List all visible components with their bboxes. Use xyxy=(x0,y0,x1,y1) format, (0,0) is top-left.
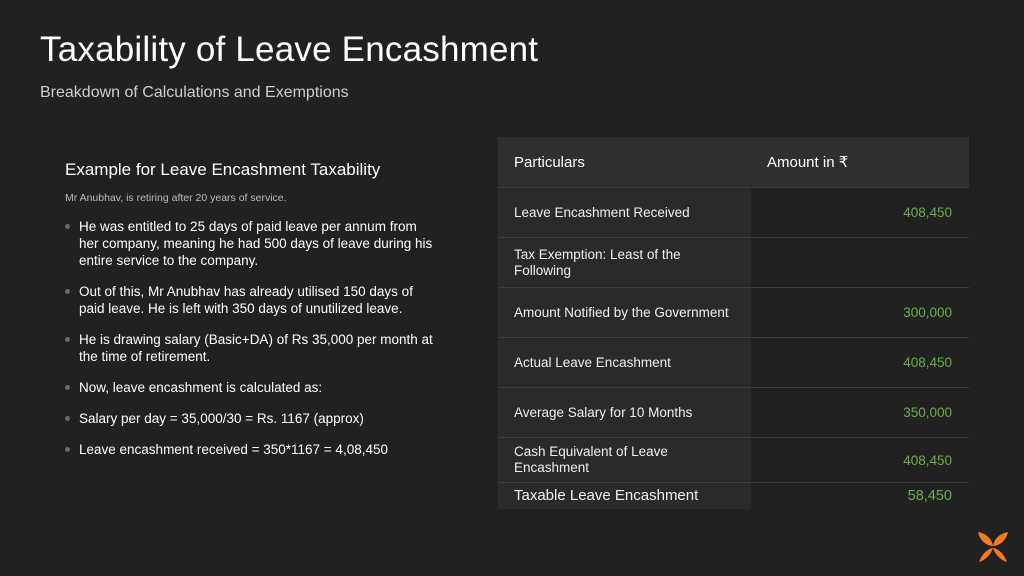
row-label: Amount Notified by the Government xyxy=(498,288,751,337)
example-bullet-list xyxy=(65,218,435,458)
table-row xyxy=(498,388,969,438)
list-item xyxy=(65,218,435,269)
table-row-total xyxy=(498,483,969,509)
row-amount: 350,000 xyxy=(751,388,969,437)
bullet-text: Salary per day = 35,000/30 = Rs. 1167 (approx) xyxy=(79,411,364,426)
page-subtitle: Breakdown of Calculations and Exemptions xyxy=(40,84,349,101)
table-row xyxy=(498,438,969,483)
bullet-icon xyxy=(65,385,70,390)
list-item xyxy=(65,379,435,396)
row-amount xyxy=(751,238,969,287)
row-amount: 408,450 xyxy=(751,188,969,237)
list-item xyxy=(65,410,435,427)
row-amount: 408,450 xyxy=(751,438,969,482)
row-label: Cash Equivalent of Leave Encashment xyxy=(498,438,751,482)
row-label: Leave Encashment Received xyxy=(498,188,751,237)
table-row xyxy=(498,288,969,338)
row-amount: 300,000 xyxy=(751,288,969,337)
bullet-text: He is drawing salary (Basic+DA) of Rs 35,000 per month at the time of retirement. xyxy=(79,332,433,364)
page-title: Taxability of Leave Encashment xyxy=(40,30,539,69)
table-row xyxy=(498,238,969,288)
table-header xyxy=(498,137,969,188)
bullet-text: Now, leave encashment is calculated as: xyxy=(79,380,323,395)
row-amount: 408,450 xyxy=(751,338,969,387)
row-label: Average Salary for 10 Months xyxy=(498,388,751,437)
example-section xyxy=(65,160,435,472)
bullet-icon xyxy=(65,447,70,452)
table-row xyxy=(498,338,969,388)
column-header-particulars: Particulars xyxy=(514,153,585,171)
bullet-icon xyxy=(65,289,70,294)
example-heading: Example for Leave Encashment Taxability xyxy=(65,160,381,179)
list-item xyxy=(65,331,435,365)
row-label: Actual Leave Encashment xyxy=(498,338,751,387)
bullet-icon xyxy=(65,416,70,421)
row-label: Tax Exemption: Least of the Following xyxy=(498,238,751,287)
bullet-text: Out of this, Mr Anubhav has already utilised 150 days of paid leave. He is left with 350 days of unutilized leave. xyxy=(79,284,413,316)
row-amount: 58,450 xyxy=(751,483,969,509)
list-item xyxy=(65,441,435,458)
list-item xyxy=(65,283,435,317)
row-label: Taxable Leave Encashment xyxy=(498,483,751,509)
bullet-icon xyxy=(65,224,70,229)
bullet-text: He was entitled to 25 days of paid leave per annum from her company, meaning he had 500 days of leave during his entire service to the company. xyxy=(79,219,433,268)
column-header-amount: Amount in ₹ xyxy=(767,154,849,171)
bullet-text: Leave encashment received = 350*1167 = 4,08,450 xyxy=(79,442,388,457)
brand-logo-icon xyxy=(976,530,1010,564)
table-row xyxy=(498,188,969,238)
calculation-table xyxy=(498,137,969,509)
example-intro: Mr Anubhav, is retiring after 20 years of service. xyxy=(65,192,287,204)
bullet-icon xyxy=(65,337,70,342)
